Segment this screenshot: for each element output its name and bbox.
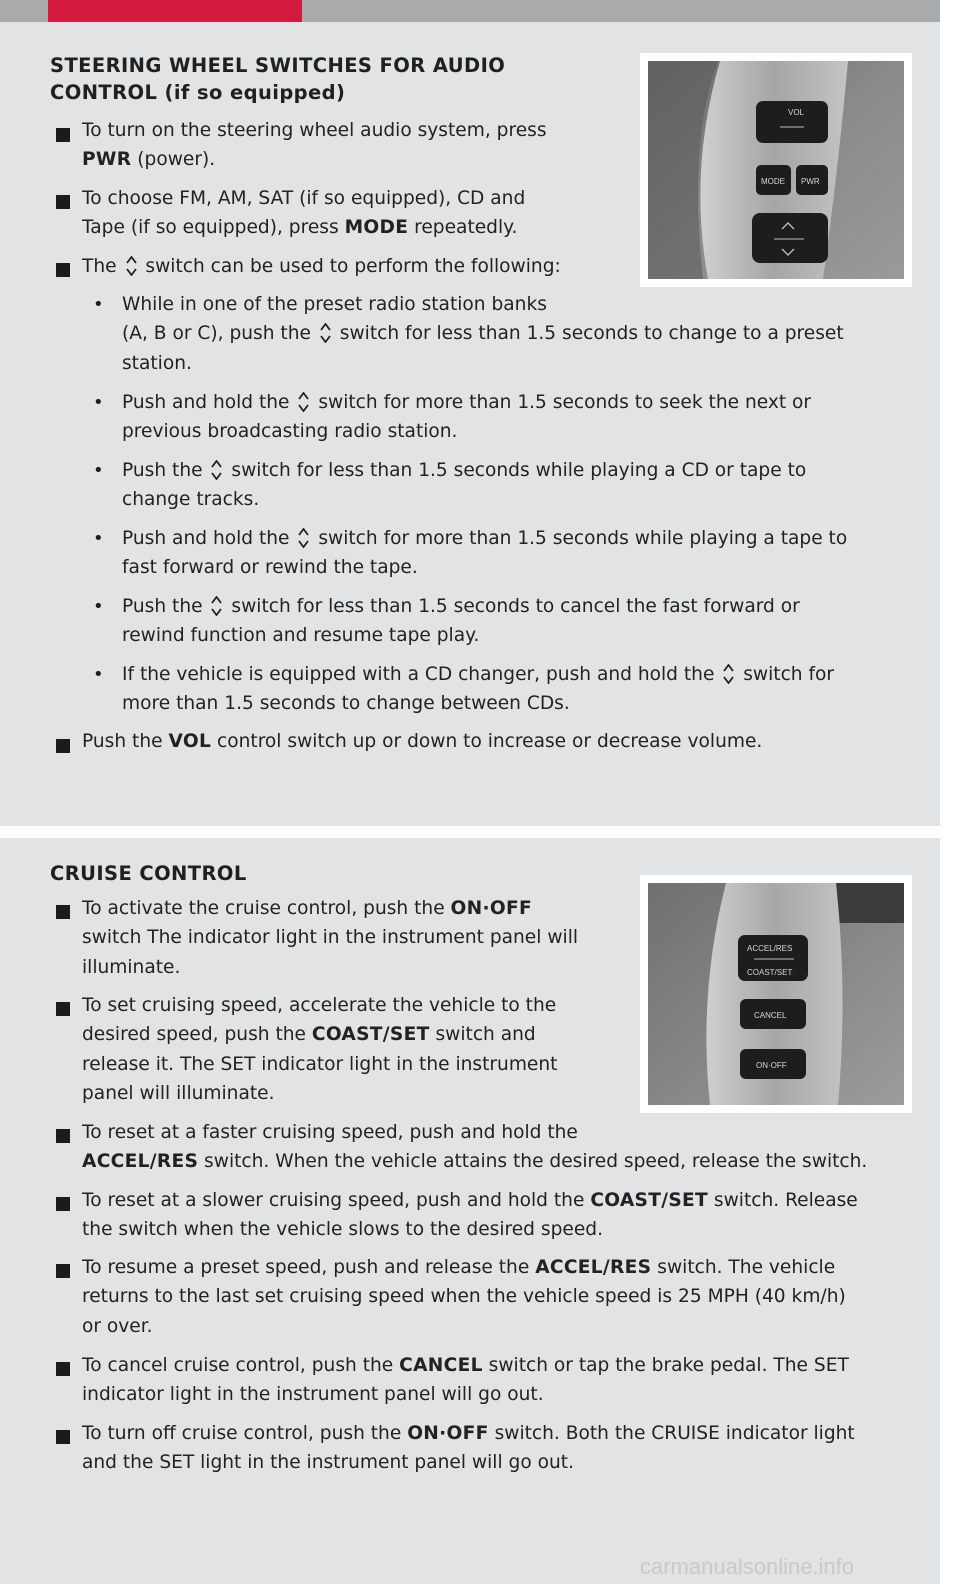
text: panel will illuminate. [82,1083,275,1105]
text: While in one of the preset radio station banks [122,294,547,315]
accel-res-key: ACCEL/RES [82,1151,199,1173]
text: To turn off cruise control, push the [82,1423,408,1444]
sub-bullet-dot: • [93,460,104,481]
cruise-bullet-activate [82,894,578,982]
text: Push and hold the [122,392,296,413]
text: desired speed, push the [82,1024,312,1046]
seek-switch-icon [319,323,332,343]
audio-bullet-seek-switch [82,252,561,281]
cruise-bullet-cancel [82,1351,849,1410]
text: To turn on the steering wheel audio system, press [82,120,547,141]
cancel-key: CANCEL [399,1355,483,1376]
top-color-bar [0,0,940,22]
text: more than 1.5 seconds to change between CDs. [122,693,570,715]
cruise-section [0,838,940,1584]
sub-bullet-dot: • [93,528,104,549]
text: Tape (if so equipped), press [82,217,345,239]
text: switch for more than 1.5 seconds to seek the next or [312,392,812,413]
audio-bullet-vol [82,727,762,756]
sub-item-preset [122,290,844,378]
text: switch can be used to perform the following: [139,256,561,277]
vol-label: VOL [788,108,805,117]
sub-item-cancel-ff [122,592,800,651]
cruise-bullet-faster [82,1118,867,1177]
bullet-square [56,905,70,919]
accel-res-key: ACCEL/RES [535,1257,652,1278]
coast-set-key: COAST/SET [590,1190,708,1211]
audio-switch-illustration [648,61,904,279]
bullet-square [56,1430,70,1444]
text: Push the [82,731,169,752]
text: rewind function and resume tape play. [122,625,480,647]
accel-res-label: ACCEL/RES [747,944,793,953]
text: switch for less than 1.5 seconds to cancel the fast forward or [225,596,800,617]
bullet-square [56,1264,70,1278]
steering-audio-switches-photo [640,53,912,287]
sub-item-tracks [122,456,806,515]
bullet-square [56,1129,70,1143]
text: Push the [122,460,209,481]
text: illuminate. [82,956,181,978]
bullet-square [56,1197,70,1211]
on-off-key: ON·OFF [450,898,532,919]
on-off-key: ON·OFF [407,1423,489,1444]
audio-section-title [50,52,505,106]
accent-tab [48,0,302,22]
text: the switch when the vehicle slows to the desired speed. [82,1219,603,1241]
seek-switch-icon [210,596,223,616]
text: (A, B or C), push the [122,323,317,345]
text: switch or tap the brake pedal. The SET [482,1355,849,1376]
text: fast forward or rewind the tape. [122,557,418,579]
text: control switch up or down to increase or decrease volume. [211,731,763,752]
text: To set cruising speed, accelerate the vehicle to the [82,995,557,1016]
text: switch for less than 1.5 seconds to change to a preset [333,323,844,345]
seek-switch-icon [297,392,310,412]
sub-bullet-dot: • [93,664,104,685]
text: switch for less than 1.5 seconds while playing a CD or tape to [225,460,807,481]
sub-item-cd-changer [122,660,834,719]
audio-bullet-pwr [82,116,547,175]
text: change tracks. [122,489,260,511]
audio-title-line1: STEERING WHEEL SWITCHES FOR AUDIO [50,54,506,77]
bullet-square [56,1002,70,1016]
coast-set-label: COAST/SET [747,968,793,977]
text: Push and hold the [122,528,296,549]
text: station. [122,352,192,374]
text: (power). [131,149,216,171]
seek-switch-icon [722,664,735,684]
mode-key: MODE [344,217,409,239]
bullet-square [56,739,70,753]
text: and the SET light in the instrument panel will go out. [82,1452,574,1474]
text: The [82,256,123,277]
cruise-bullet-resume [82,1253,846,1341]
seek-switch-icon [125,256,138,276]
text: switch and [429,1024,536,1046]
text: To reset at a slower cruising speed, push and hold the [82,1190,591,1211]
bullet-square [56,128,70,142]
cruise-bullet-slower [82,1186,858,1245]
audio-section [0,22,940,826]
sub-bullet-dot: • [93,392,104,413]
sub-item-fast-forward [122,524,847,583]
text: To choose FM, AM, SAT (if so equipped), CD and [82,188,526,209]
cancel-label: CANCEL [754,1011,787,1020]
audio-title-line2: CONTROL (if so equipped) [50,81,346,104]
text: release it. The SET indicator light in the instrument [82,1053,558,1075]
text: To cancel cruise control, push the [82,1355,400,1376]
text: or over. [82,1315,153,1337]
cruise-switches-photo [640,875,912,1113]
cruise-switch-illustration [648,883,904,1105]
on-off-label: ON·OFF [756,1061,787,1070]
bullet-square [56,263,70,277]
text: repeatedly. [408,217,518,239]
mode-label: MODE [761,177,785,186]
text: switch for [737,664,835,685]
bullet-square [56,195,70,209]
text: indicator light in the instrument panel will go out. [82,1384,544,1406]
seek-switch-icon [297,528,310,548]
text: previous broadcasting radio station. [122,421,458,443]
pwr-label: PWR [801,177,820,186]
coast-set-key: COAST/SET [311,1024,430,1046]
vol-key: VOL [168,731,212,752]
cruise-bullet-set-speed [82,991,557,1109]
text: To activate the cruise control, push the [82,898,451,919]
cruise-section-title: CRUISE CONTROL [50,862,247,885]
text: returns to the last set cruising speed when the vehicle speed is 25 MPH (40 km/h) [82,1286,846,1308]
text: switch. Release [708,1190,858,1211]
text: To reset at a faster cruising speed, push and hold the [82,1122,578,1143]
text: Push the [122,596,209,617]
sub-bullet-dot: • [93,596,104,617]
audio-bullet-mode [82,184,525,243]
text: switch. When the vehicle attains the desired speed, release the switch. [198,1151,868,1173]
cruise-bullet-off [82,1419,855,1478]
pwr-key: PWR [82,149,132,171]
bullet-square [56,1362,70,1376]
seek-switch-icon [210,460,223,480]
text: switch The indicator light in the instrument panel will [82,927,579,949]
sub-item-seek [122,388,811,447]
text: If the vehicle is equipped with a CD changer, push and hold the [122,664,721,685]
watermark: carmanualsonline.info [640,1554,855,1579]
text: switch for more than 1.5 seconds while playing a tape to [312,528,848,549]
text: To resume a preset speed, push and release the [82,1257,536,1278]
text: switch. The vehicle [651,1257,836,1278]
text: switch. Both the CRUISE indicator light [488,1423,855,1444]
sub-bullet-dot: • [93,294,104,315]
